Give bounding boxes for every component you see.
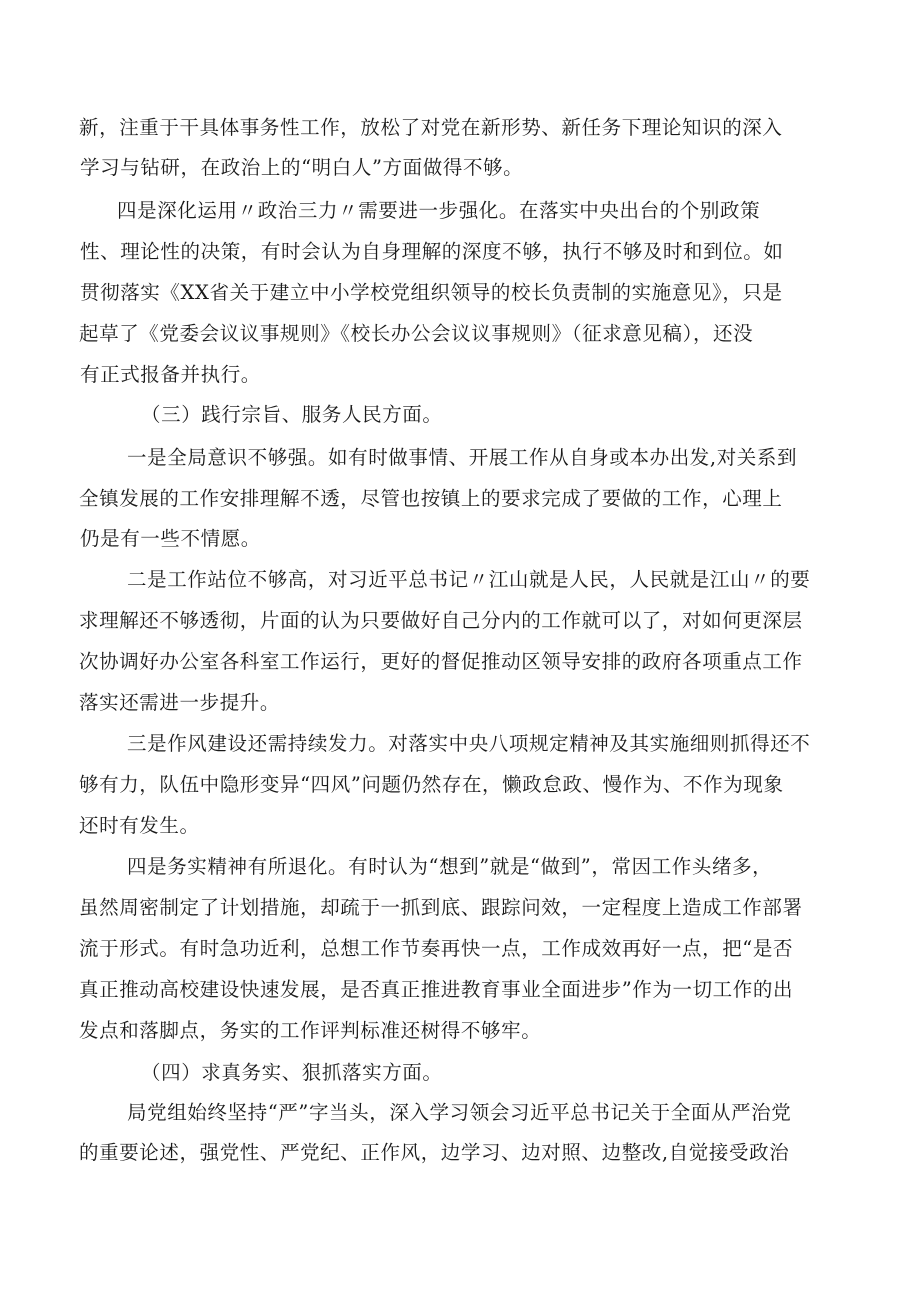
text-line: 的重要论述，强党性、严党纪、正作风，边学习、边对照、边整改,自觉接受政治 — [79, 1141, 790, 1164]
text-line: 仍是有一些不情愿。 — [80, 527, 261, 550]
text-line: 流于形式。有时急功近利，总想工作节奏再快一点，工作成效再好一点，把“是否 — [79, 937, 794, 960]
section-heading: （四）求真务实、狠抓落实方面。 — [141, 1061, 443, 1084]
text-line: 局党组始终坚持“严”字当头，深入学习领会习近平总书记关于全面从严治党 — [127, 1101, 792, 1124]
text-line: 性、理论性的决策，有时会认为自身理解的深度不够，执行不够及时和到位。如 — [80, 240, 784, 263]
text-line: 三是作风建设还需持续发力。对落实中央八项规定精神及其实施细则抓得还不 — [127, 732, 811, 755]
text-line: 四是务实精神有所退化。有时认为“想到”就是“做到”，常因工作头绪多， — [127, 855, 773, 878]
text-line: 贯彻落实《XX省关于建立中小学校党组织领导的校长负责制的实施意见》，只是 — [80, 281, 783, 304]
text-line: 够有力，队伍中隐形变异“四风”问题仍然存在，懒政怠政、慢作为、不作为现象 — [79, 773, 784, 796]
text-line: 四是深化运用〃政治三力〃需要进一步强化。在落实中央出台的个别政策 — [117, 199, 761, 222]
text-line: 二是工作站位不够高，对习近平总书记〃江山就是人民，人民就是江山〃的要 — [127, 568, 811, 591]
text-line: 全镇发展的工作安排理解不透，尽管也按镇上的要求完成了要做的工作，心理上 — [79, 487, 783, 510]
text-line: 有正式报备并执行。 — [80, 363, 261, 386]
text-line: 新，注重于干具体事务性工作，放松了对党在新形势、新任务下理论知识的深入 — [79, 116, 783, 139]
text-line: 虽然周密制定了计划措施，却疏于一抓到底、跟踪问效，一定程度上造成工作部署 — [79, 896, 803, 919]
text-line: 还时有发生。 — [79, 814, 200, 837]
text-line: 求理解还不够透彻，片面的认为只要做好自己分内的工作就可以了，对如何更深层 — [79, 609, 803, 632]
text-line: 起草了《党委会议议事规则》《校长办公会议议事规则》（征求意见稿），还没 — [79, 322, 754, 345]
section-heading: （三）践行宗旨、服务人民方面。 — [141, 403, 443, 426]
text-line: 真正推动高校建设快速发展，是否真正推进教育事业全面进步”作为一切工作的出 — [79, 978, 794, 1001]
text-line: 一是全局意识不够强。如有时做事情、开展工作从自身或本办出发,对关系到 — [127, 446, 798, 469]
text-line: 学习与钻研，在政治上的“明白人”方面做得不够。 — [80, 156, 524, 179]
text-line: 次协调好办公室各科室工作运行，更好的督促推动区领导安排的政府各项重点工作 — [79, 650, 803, 673]
text-line: 落实还需进一步提升。 — [79, 691, 281, 714]
text-line: 发点和落脚点，务实的工作评判标准还树得不够牢。 — [79, 1019, 542, 1042]
